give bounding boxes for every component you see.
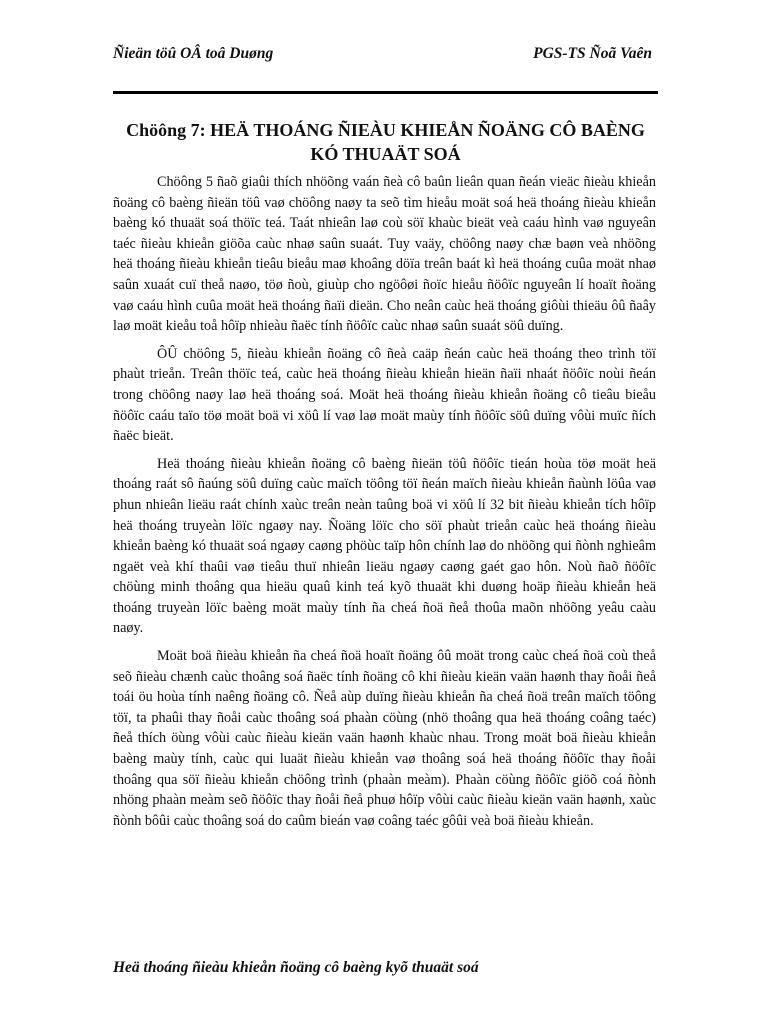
paragraph-1: Chöông 5 ñaõ giaûi thích nhöõng vaán ñeà cô baûn lieân quan ñeán vieäc ñieàu khieån ñoäng cô baèng ñieän töû vaø chöông naøy ta seõ tìm hieåu moät soá heä thoáng ñieàu khieån baèng kó thuaät soá thöïc teá. Taát nhieân laø coù söï khaùc bieät veà caáu hình vaø nguyeân taéc ñieàu khieån giöõa caùc nhaø saûn suaát. Tuy vaäy, chöông naøy chæ baøn veà nhöõng heä thoáng ñieàu khieån tieâu bieåu maø khoâng döïa treân baát kì heä thoáng cuûa moät nhaø saûn xuaát cuï theå naøo, töø ñoù, giuùp cho ngöôøi ñoïc hieåu ñöôïc nguyeân lí hoaït ñoäng vaø caáu hình cuûa moät heä thoáng ñaïi dieän. Cho neân caùc heä thoáng giôùi thieäu ôû ñaây laø moät kieåu toå hôïp nhieàu ñaëc tính ñöôïc caùc nhaø saûn suaát söû duïng. bbox=[113, 174, 656, 335]
header-left-text: Ñieän töû OÂ toâ Duøng bbox=[113, 45, 274, 62]
header-right-text: PGS-TS Ñoã Vaên bbox=[533, 45, 652, 62]
paragraph-3: Heä thoáng ñieàu khieån ñoäng cô baèng ñieän töû ñöôïc tieán hoùa töø moät heä thoáng raát sô ñaúng söû duïng caùc maïch töông töï ñeán maïch ñieàu khieån ñaùnh löûa vaø phun nhieân lieäu raát chính xaùc treân neàn taûng boä vi xöû lí 32 bit ñieàu khieån tích hôïp heä thoáng truyeàn löïc ngaøy nay. Ñoäng löïc cho söï phaùt trieån caùc heä thoáng ñieàu khieån baèng kó thuaät soá ngaøy caøng phöùc taïp hôn chính laø do nhöõng qui ñònh nghieâm ngaët veà khí thaûi vaø tieâu thuï nhieân lieäu ngaøy caøng gaét gao hôn. Noù ñaõ ñöôïc chöùng minh thoâng qua hieäu quaû kinh teá kyõ thuaät khi duøng hoäp ñieàu khieån heä thoáng truyeàn löïc baèng moät maùy tính ña cheá ñoä ñeå thoûa maõn nhöõng yeâu caàu naøy. bbox=[113, 455, 656, 637]
chapter-title: Chöông 7: HEÄ THOÁNG ÑIEÀU KHIEÅN ÑOÄNG CÔ BAÈNG KÓ THUAÄT SOÁ bbox=[126, 120, 645, 164]
header-divider bbox=[113, 91, 658, 94]
page-footer: Heä thoáng ñieàu khieån ñoäng cô baèng kyõ thuaät soá bbox=[113, 959, 479, 976]
body-text bbox=[113, 172, 656, 838]
page-header bbox=[113, 44, 658, 92]
paragraph-4: Moät boä ñieàu khieån ña cheá ñoä hoaït ñoäng ôû moät trong caùc cheá ñoä coù theå seõ ñieàu chænh caùc thoâng soá ñaëc tính ñoäng cô khi ñieàu kieän vaän haønh thay ñoåi ñeå toái öu hoùa tính naêng ñoäng cô. Ñeå aùp duïng ñieàu khieån ña cheá ñoä treân maïch töông töï, ta phaûi thay ñoåi caùc thoâng soá phaàn cöùng (nhö thoâng qua heä thoáng coâng taéc) ñeå thích öùng vôùi caùc ñieàu kieän vaän haønh khaùc nhau. Trong moät boä ñieàu khieån baèng maùy tính, caùc qui luaät ñieàu khieån vaø thoâng soá heä thoáng ñöôïc thay ñoåi thoâng qua söï ñieàu khieån chöông trình (phaàn meàm). Phaàn cöùng ñöôïc giöõ coá ñònh nhöng phaàn meàm seõ ñöôïc thay ñoåi ñeå phuø hôïp vôùi caùc ñieàu kieän vaän haønh, xaùc ñònh bôûi caùc thoâng soá do caûm bieán vaø coâng taéc gôûi veà boä ñieàu khieån. bbox=[113, 648, 656, 829]
paragraph-2: ÔÛ chöông 5, ñieàu khieån ñoäng cô ñeà caäp ñeán caùc heä thoáng theo trình töï phaùt trieån. Treân thöïc teá, caùc heä thoáng ñieàu khieån hieän ñaïi nhaát ñöôïc noùi ñeán trong chöông naøy laø heä thoáng soá. Moät heä thoáng ñieàu khieån ñoäng cô tieâu bieåu ñöôïc caáu taïo töø moät boä vi xöû lí vaø laø moät maùy tính ñöôïc söû duïng vôùi muïc ñích ñaëc bieät. bbox=[113, 345, 656, 445]
